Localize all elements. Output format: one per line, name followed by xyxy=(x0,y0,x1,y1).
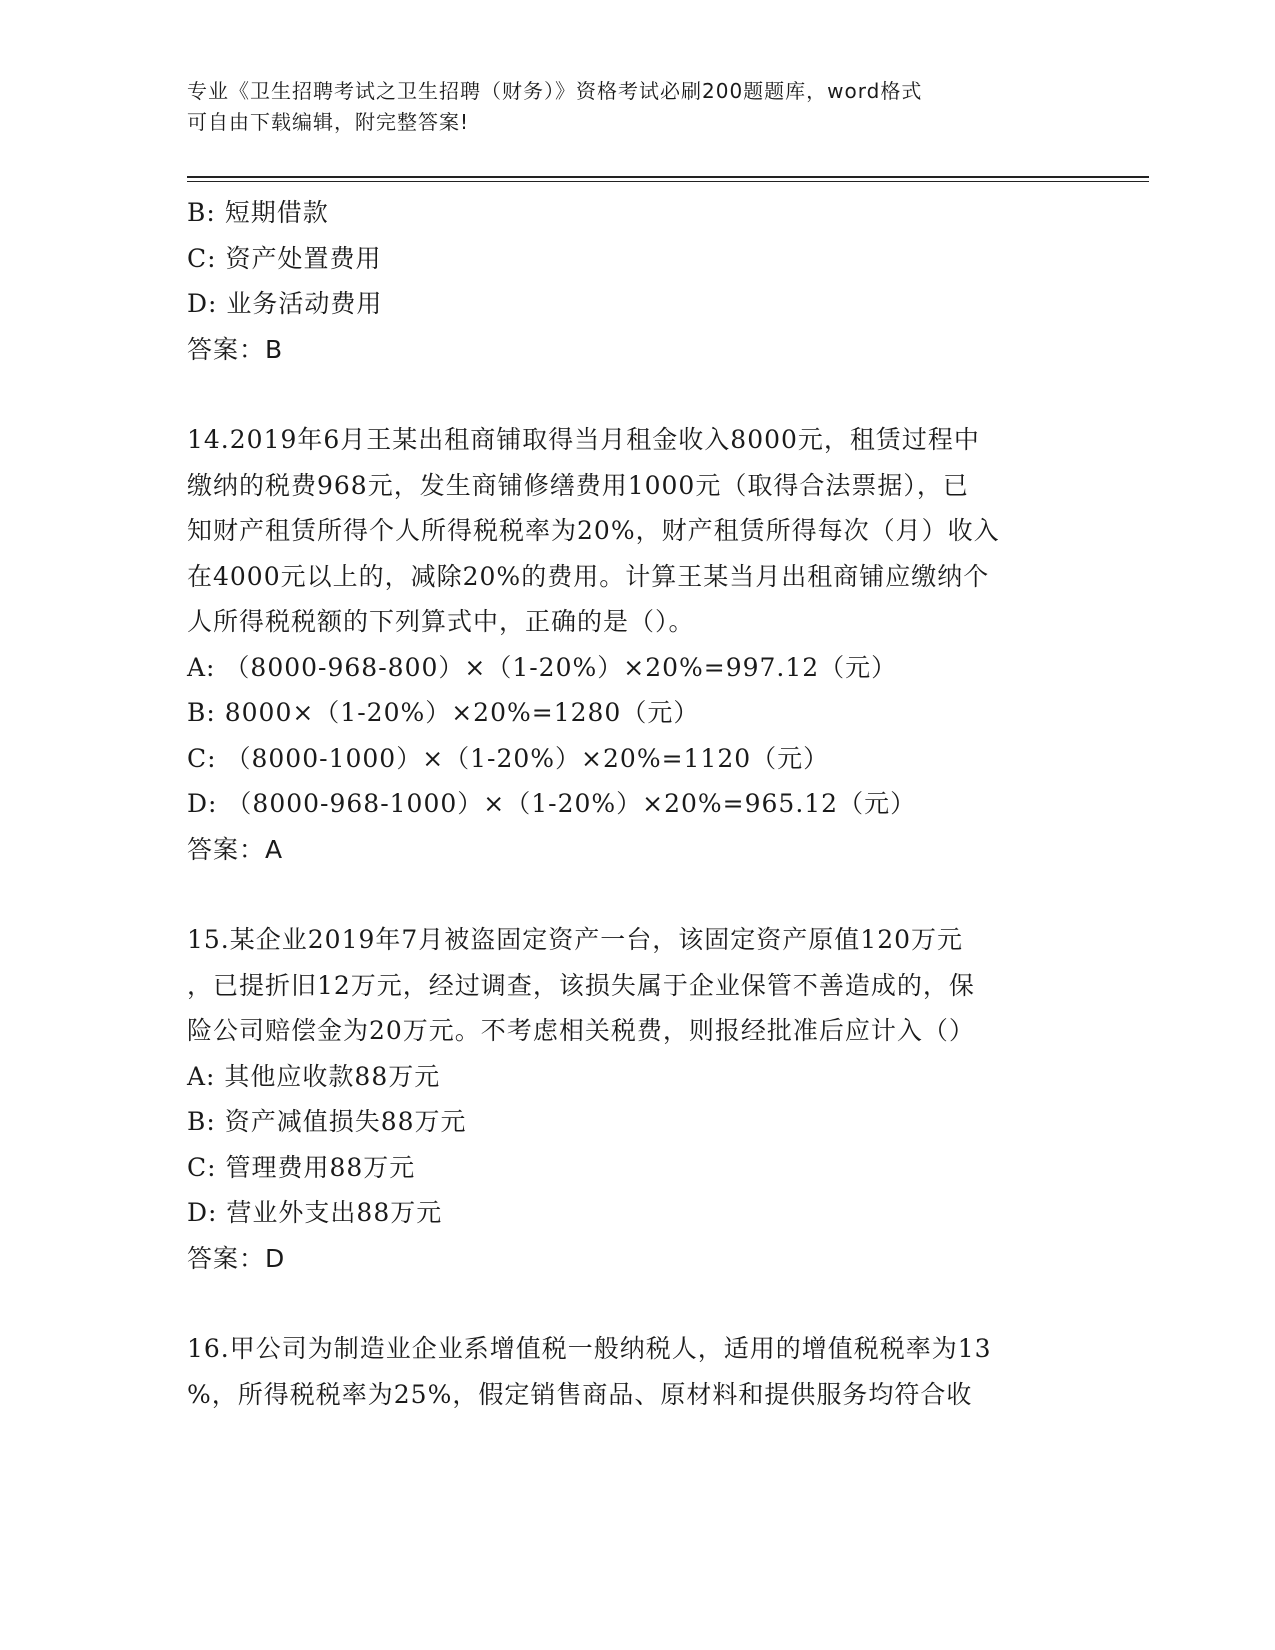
answer-line: 答案：A xyxy=(187,834,284,864)
option-b: B: 短期借款 xyxy=(187,198,329,227)
answer-line: 答案：D xyxy=(187,1243,286,1273)
question-text-line: 人所得税税额的下列算式中，正确的是（）。 xyxy=(187,607,695,636)
answer-line: 答案：B xyxy=(187,334,284,364)
option-b: B: 资产减值损失88万元 xyxy=(187,1107,467,1136)
header-divider-thin xyxy=(187,181,1149,182)
spacer xyxy=(187,1281,1087,1326)
question-text-line: ，已提折旧12万元，经过调查，该损失属于企业保管不善造成的，保 xyxy=(187,970,975,1000)
spacer xyxy=(187,372,1087,417)
question-text-line: 14.2019年6月王某出租商铺取得当月租金收入8000元，租赁过程中 xyxy=(187,425,980,454)
question-text-line: 在4000元以上的，减除20%的费用。计算王某当月出租商铺应缴纳个 xyxy=(187,561,990,591)
document-header xyxy=(187,76,1067,138)
question-text-line: 险公司赔偿金为20万元。不考虑相关税费，则报经批准后应计入（） xyxy=(187,1016,975,1045)
question-16 xyxy=(187,1326,1087,1417)
option-c: C: 资产处置费用 xyxy=(187,243,382,273)
option-a: A: （8000-968-800）×（1-20%）×20%=997.12（元） xyxy=(187,652,898,682)
question-text-line: 15.某企业2019年7月被盗固定资产一台，该固定资产原值120万元 xyxy=(187,925,964,954)
header-divider-thick xyxy=(187,176,1149,178)
option-b: B: 8000×（1-20%）×20%=1280（元） xyxy=(187,698,700,727)
option-d: D: （8000-968-1000）×（1-20%）×20%=965.12（元） xyxy=(187,789,917,818)
question-text-line: 缴纳的税费968元，发生商铺修缮费用1000元（取得合法票据），已 xyxy=(187,470,969,500)
option-d: D: 业务活动费用 xyxy=(187,289,383,318)
question-text-line: 16.甲公司为制造业企业系增值税一般纳税人，适用的增值税税率为13 xyxy=(187,1334,992,1363)
question-15 xyxy=(187,917,1087,1281)
header-line-1: 专业《卫生招聘考试之卫生招聘（财务）》资格考试必刷200题题库，word格式 xyxy=(187,79,923,103)
question-text-line: 知财产租赁所得个人所得税税率为20%，财产租赁所得每次（月）收入 xyxy=(187,516,1000,545)
option-c: C: （8000-1000）×（1-20%）×20%=1120（元） xyxy=(187,743,830,773)
document-body xyxy=(187,190,1087,1417)
option-d: D: 营业外支出88万元 xyxy=(187,1198,443,1227)
question-text-line: %，所得税税率为25%，假定销售商品、原材料和提供服务均符合收 xyxy=(187,1379,973,1409)
spacer xyxy=(187,872,1087,917)
question-13-tail xyxy=(187,190,1087,372)
question-14 xyxy=(187,417,1087,872)
header-line-2: 可自由下载编辑，附完整答案! xyxy=(187,110,470,134)
option-a: A: 其他应收款88万元 xyxy=(187,1061,441,1091)
option-c: C: 管理费用88万元 xyxy=(187,1152,416,1182)
